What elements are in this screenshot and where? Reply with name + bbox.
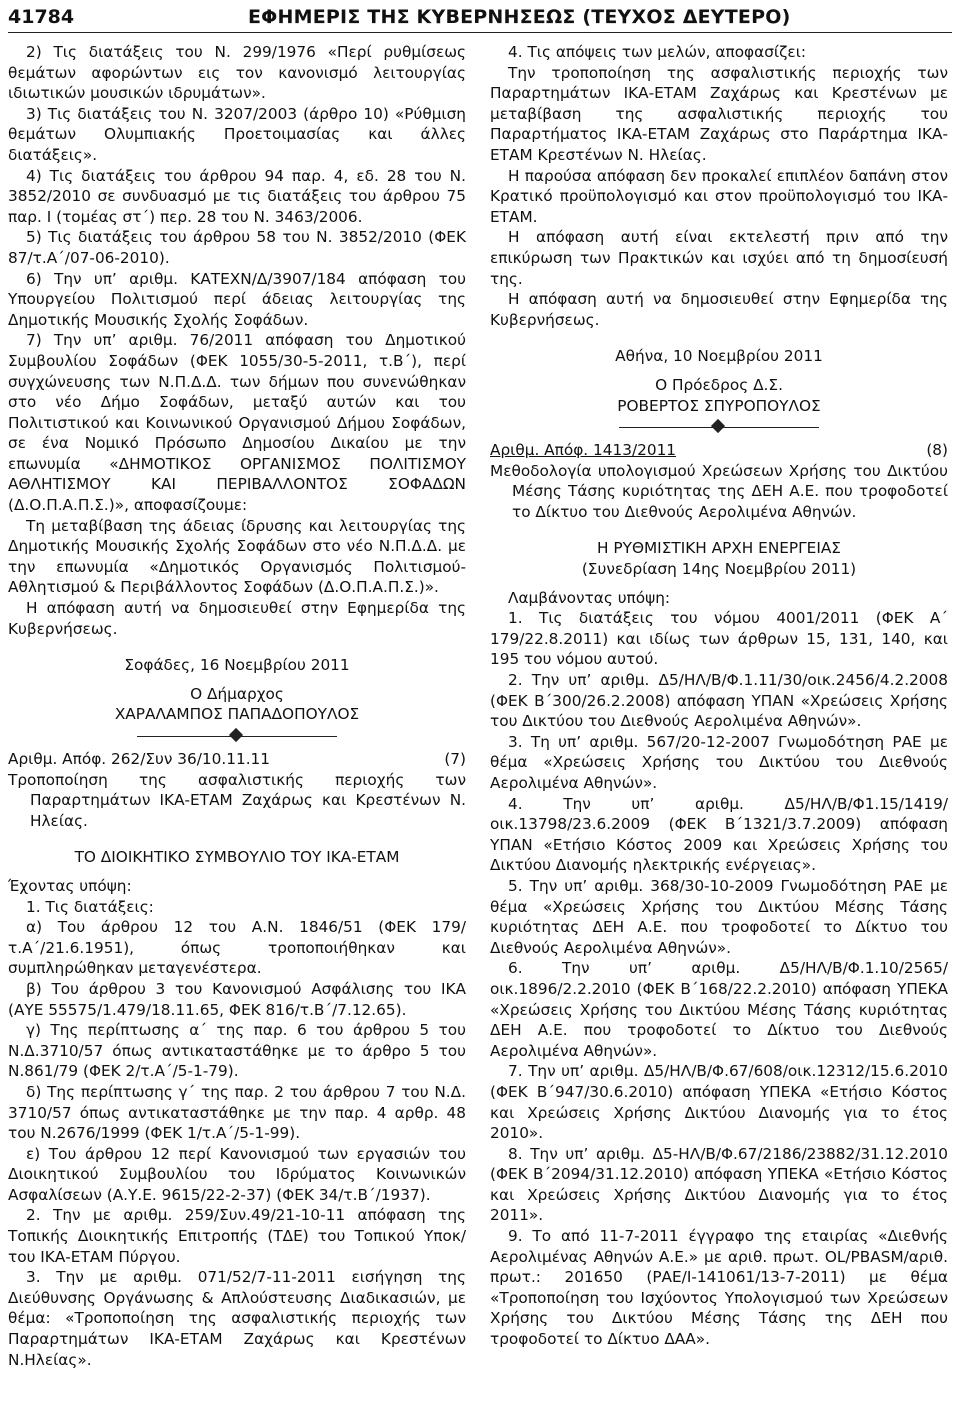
page-header — [8, 2, 952, 33]
left-column — [8, 42, 466, 1370]
decision-number: Αριθμ. Απόφ. 262/Συν 36/10.11.11 — [8, 750, 271, 768]
section-separator — [619, 420, 819, 434]
section-separator — [137, 729, 337, 743]
paragraph: Η απόφαση αυτή είναι εκτελεστή πριν από την επικύρωση των Πρακτικών και ισχύει από τη δημοσίευσή της. — [490, 228, 948, 288]
paragraph: 4. Την υπ’ αριθμ. Δ5/ΗΛ/Β/Φ1.15/1419/οικ.13798/23.6.2009 (ΦΕΚ Β΄1321/3.7.2009) απόφαση ΥΠΑΝ «Ετήσιο Κόστος 2009 και Χρεώσεις Χρήσης του Δικτύου Διανομής ηλεκτρικής ενέργειας». — [490, 794, 948, 875]
page-number: 41784 — [8, 6, 75, 28]
paragraph: 1. Τις διατάξεις του νόμου 4001/2011 (ΦΕΚ Α΄ 179/22.8.2011) και ιδίως των άρθρων 15, 131, 140, και 195 του νόμου αυτού. — [490, 609, 948, 669]
decision-title: Μεθοδολογία υπολογισμού Χρεώσεων Χρήσης του Δικτύου Μέσης Τάσης κυριότητας της ΔΕΗ Α.Ε. που τροφοδοτεί το Δίκτυο του Διεθνούς Αερολιμένα Αθηνών. — [490, 461, 948, 521]
place-date: Αθήνα, 10 Νοεμβρίου 2011 — [615, 347, 823, 366]
paragraph: Η απόφαση αυτή να δημοσιευθεί στην Εφημερίδα της Κυβερνήσεως. — [490, 290, 948, 329]
paragraph: 2. Την υπ’ αριθμ. Δ5/ΗΛ/Β/Φ.1.11/30/οικ.2456/4.2.2008 (ΦΕΚ Β΄300/26.2.2008) απόφαση ΥΠΑΝ «Χρεώσεις Χρήσης του Δικτύου του Διεθνούς Αερολιμένα Αθηνών». — [490, 671, 948, 731]
paragraph: 9. Το από 11-7-2011 έγγραφο της εταιρίας «Διεθνής Αερολιμένας Αθηνών Α.Ε.» με αριθ. πρωτ. OL/PBASM/αριθ. πρωτ.: 201650 (ΡΑΕ/Ι-141061/13-7-2011) με θέμα «Τροποποίηση του Ισχύοντος Υπολογισμού των Χρεώσεων Χρήσης του Δικτύου Μέσης Τάσης της ΔΕΗ που τροφοδοτεί το Δίκτυο ΔΑΑ». — [490, 1227, 948, 1349]
authority-heading: Η ΡΥΘΜΙΣΤΙΚΗ ΑΡΧΗ ΕΝΕΡΓΕΙΑΣ — [597, 539, 841, 558]
paragraph: 2) Τις διατάξεις του Ν. 299/1976 «Περί ρυθμίσεως θεμάτων αφορώντων εις τον κανονισμό λειτουργίας ιδιωτικών μουσικών ιδρυμάτων». — [8, 43, 466, 103]
paragraph: Η παρούσα απόφαση δεν προκαλεί επιπλέον δαπάνη στον Κρατικό προϋπολογισμό και στον προϋπολογισμό του ΙΚΑ-ΕΤΑΜ. — [490, 166, 948, 226]
paragraph: 1. Τις διατάξεις: — [26, 897, 154, 916]
paragraph: 6) Την υπ’ αριθμ. ΚΑΤΕΧΝ/Δ/3907/184 απόφαση του Υπουργείου Πολιτισμού περί άδειας λειτουργίας της Δημοτικής Μουσικής Σχολής Σοφάδων. — [8, 269, 466, 329]
paragraph: 5. Την υπ’ αριθμ. 368/30-10-2009 Γνωμοδότηση ΡΑΕ με θέμα «Χρεώσεις Χρήσης του Δικτύου Μέσης Τάσης κυριότητας ΔΕΗ Α.Ε. που τροφοδοτεί το Δίκτυο του Διεθνούς Αερολιμένα Αθηνών». — [490, 876, 948, 957]
paragraph: 6. Την υπ’ αριθμ. Δ5/ΗΛ/Β/Φ.1.10/2565/οικ.1896/2.2.2010 (ΦΕΚ Β΄168/22.2.2010) απόφαση ΥΠΕΚΑ «Χρεώσεις Χρήσης του Δικτύου Μέσης Τάσης κυριότητας ΔΕΗ Α.Ε. που τροφοδοτεί το Δίκτυο του Διεθνούς Αερολιμένα Αθηνών». — [490, 959, 948, 1060]
paragraph: 7. Την υπ’ αριθμ. Δ5/ΗΛ/Β/Φ.67/608/οικ.12312/15.6.2010 (ΦΕΚ Β΄947/30.6.2010) απόφαση ΥΠΕΚΑ «Ετήσιο Κόστος και Χρεώσεις Χρήσης Δικτύου Διανομής για το έτος 2010». — [490, 1062, 948, 1143]
paragraph: γ) Της περίπτωσης α΄ της παρ. 6 του άρθρου 5 του Ν.Δ.3710/57 όπως αντικαταστάθηκε με το άρθρο 5 του Ν.861/79 (ΦΕΚ 2/τ.Α΄/5-1-79). — [8, 1021, 466, 1081]
right-column — [490, 42, 948, 1350]
signer-name: ΡΟΒΕΡΤΟΣ ΣΠΥΡΟΠΟΥΛΟΣ — [617, 396, 821, 415]
paragraph: Την τροποποίηση της ασφαλιστικής περιοχής των Παραρτημάτων ΙΚΑ-ΕΤΑΜ Ζαχάρως και Κρεστένων με μεταβίβαση της ασφαλιστικής περιοχής του Παραρτήματος ΙΚΑ-ΕΤΑΜ Ζαχάρως στο Παράρτημα ΙΚΑ-ΕΤΑΜ Κρεστένων Ν. Ηλείας. — [490, 63, 948, 164]
signer-name: ΧΑΡΑΛΑΜΠΟΣ ΠΑΠΑΔΟΠΟΥΛΟΣ — [114, 705, 360, 724]
paragraph: α) Του άρθρου 12 του Α.Ν. 1846/51 (ΦΕΚ 179/τ.Α΄/21.6.1951), όπως τροποποιήθηκαν και συμπληρώθηκαν μεταγενέστερα. — [8, 918, 466, 978]
paragraph: 7) Την υπ’ αριθμ. 76/2011 απόφαση του Δημοτικού Συμβουλίου Σοφάδων (ΦΕΚ 1055/30-5-2011, τ.Β΄), περί συγχώνευσης των Ν.Π.Δ.Δ. των δήμων που συνενώθηκαν στο νέο Δήμο Σοφάδων, μεταξύ αυτών και του Πολιτιστικού και Κοινωνικού Οργανισμού Δήμου Σοφάδων, σε ένα Νομικό Πρόσωπο Δημοσίου Δικαίου με την επωνυμία «ΔΗΜΟΤΙΚΟΣ ΟΡΓΑΝΙΣΜΟΣ ΠΟΛΙΤΙΣΜΟΥ ΑΘΛΗΤΙΣΜΟΥ ΚΑΙ ΠΕΡΙΒΑΛΛΟΝΤΟΣ ΣΟΦΑΔΩΝ (Δ.Ο.Π.Α.Π.Σ.)», αποφασίζουμε: — [8, 331, 466, 515]
signer-title: Ο Πρόεδρος Δ.Σ. — [655, 375, 783, 394]
decision-index: (8) — [926, 441, 948, 460]
paragraph: ε) Του άρθρου 12 περί Κανονισμού των εργασιών του Διοικητικού Συμβουλίου του Ιδρύματος Κοινωνικών Ασφαλίσεων (Α.Υ.Ε. 9615/22-2-37) (ΦΕΚ 34/τ.Β΄/1937). — [8, 1144, 466, 1204]
paragraph: 3. Τη υπ’ αριθμ. 567/20-12-2007 Γνωμοδότηση ΡΑΕ με θέμα «Χρεώσεις Χρήσης του Δικτύου του Διεθνούς Αερολιμένα Αθηνών». — [490, 732, 948, 792]
paragraph: 5) Τις διατάξεις του άρθρου 58 του Ν. 3852/2010 (ΦΕΚ 87/τ.Α΄/07-06-2010). — [8, 228, 466, 267]
place-date: Σοφάδες, 16 Νοεμβρίου 2011 — [124, 656, 350, 675]
session-label: (Συνεδρίαση 14ης Νοεμβρίου 2011) — [581, 560, 857, 579]
decision-index: (7) — [444, 750, 466, 768]
paragraph: Η απόφαση αυτή να δημοσιευθεί στην Εφημερίδα της Κυβερνήσεως. — [8, 599, 466, 638]
paragraph: 8. Την υπ’ αριθμ. Δ5-ΗΛ/Β/Φ.67/2186/23882/31.12.2010 (ΦΕΚ Β΄2094/31.12.2010) απόφαση ΥΠΕΚΑ «Ετήσιο Κόστος και Χρεώσεις Χρήσης Δικτύου Διανομής για το έτος 2011». — [490, 1144, 948, 1225]
journal-title: ΕΦΗΜΕΡΙΣ ΤΗΣ ΚΥΒΕΡΝΗΣΕΩΣ (ΤΕΥΧΟΣ ΔΕΥΤΕΡΟ) — [248, 6, 791, 28]
decision-number: Αριθμ. Απόφ. 1413/2011 — [490, 441, 677, 460]
paragraph: 3) Τις διατάξεις του Ν. 3207/2003 (άρθρο 10) «Ρύθμιση θεμάτων Ολυμπιακής Προετοιμασίας και άλλες διατάξεις». — [8, 104, 466, 164]
paragraph: 3. Την με αριθμ. 071/52/7-11-2011 εισήγηση της Διεύθυνσης Οργάνωσης & Απλούστευσης Διαδικασιών, με θέμα: «Τροποποίηση της ασφαλιστικής περιοχής των Παραρτημάτων ΙΚΑ-ΕΤΑΜ Ζαχάρως και Κρεστένων Ν.Ηλείας». — [8, 1268, 466, 1369]
paragraph: δ) Της περίπτωσης γ΄ της παρ. 2 του άρθρου 7 του Ν.Δ. 3710/57 όπως αντικαταστάθηκε με την παρ. 4 αρθρ. 48 του Ν.2676/1999 (ΦΕΚ 1/τ.Α΄/5-1-99). — [8, 1082, 466, 1143]
paragraph: β) Του άρθρου 3 του Κανονισμού Ασφάλισης του ΙΚΑ (ΑΥΕ 55575/1.479/18.11.65, ΦΕΚ 816/τ.Β΄/7.12.65). — [8, 979, 466, 1019]
signer-title: Ο Δήμαρχος — [190, 684, 284, 703]
considering-label: Λαμβάνοντας υπόψη: — [508, 588, 671, 607]
considering-label: Έχοντας υπόψη: — [8, 876, 132, 895]
decision-header — [8, 749, 466, 770]
decision-title: Τροποποίηση της ασφαλιστικής περιοχής των Παραρτημάτων ΙΚΑ-ΕΤΑΜ Ζαχάρως και Κρεστένων Ν. Ηλείας. — [8, 770, 466, 830]
paragraph: 4) Τις διατάξεις του άρθρου 94 παρ. 4, εδ. 28 του Ν. 3852/2010 σε συνδυασμό με τις διατάξεις του άρθρου 75 παρ. Ι (τομέας στ΄) περ. 28 του Ν. 3463/2006. — [8, 166, 466, 226]
decision-header — [490, 440, 948, 461]
paragraph: 4. Τις απόψεις των μελών, αποφασίζει: — [508, 43, 807, 61]
paragraph: Τη μεταβίβαση της άδειας ίδρυσης και λειτουργίας της Δημοτικής Μουσικής Σχολής Σοφάδων στο νέο Ν.Π.Δ.Δ. με την επωνυμία «Δημοτικός Οργανισμός Πολιτισμού-Αθλητισμού & Περιβάλλοντος Σοφάδων (Δ.Ο.Π.Α.Π.Σ.)». — [8, 516, 466, 597]
paragraph: 2. Την με αριθμ. 259/Συν.49/21-10-11 απόφαση της Τοπικής Διοικητικής Επιτροπής (ΤΔΕ) του Τοπικού Υποκ/του ΙΚΑ-ΕΤΑΜ Πύργου. — [8, 1206, 466, 1266]
board-heading: ΤΟ ΔΙΟΙΚΗΤΙΚΟ ΣΥΜΒΟΥΛΙΟ ΤΟΥ ΙΚΑ-ΕΤΑΜ — [74, 848, 400, 867]
